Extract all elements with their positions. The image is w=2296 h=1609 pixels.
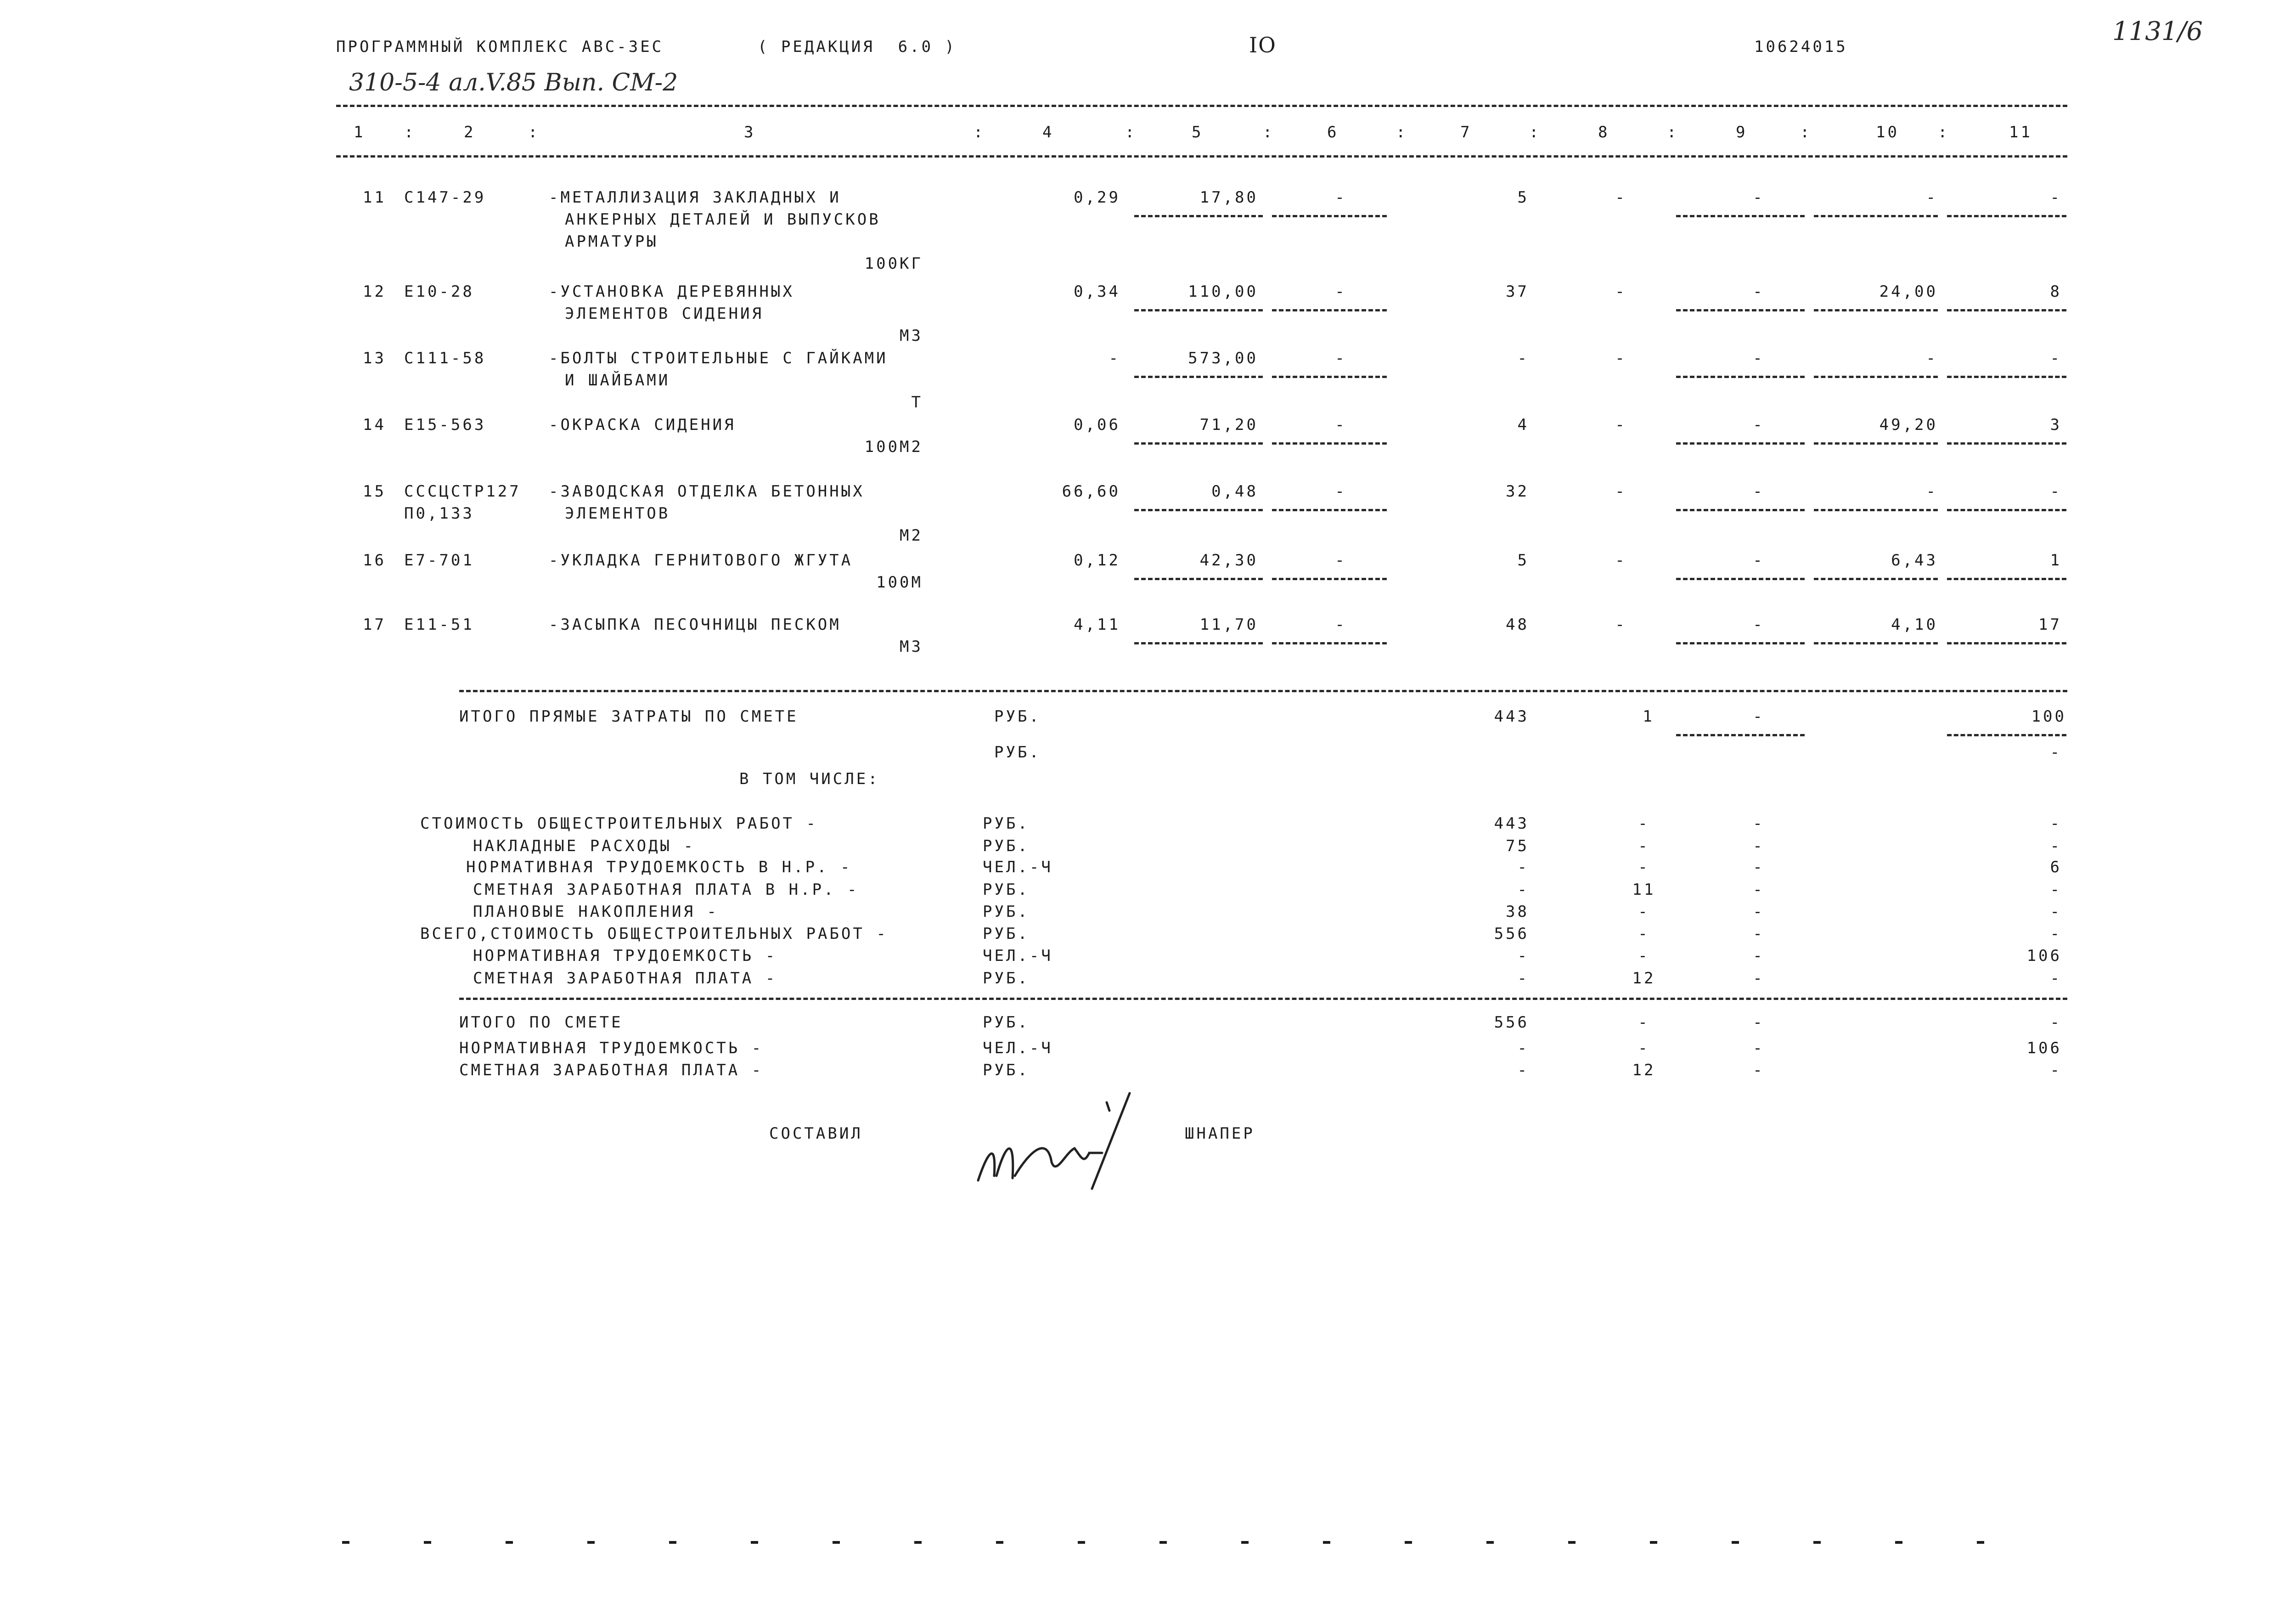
final-line-col8: 12	[1632, 1061, 1656, 1079]
cell-subline	[1676, 734, 1805, 736]
row-col5: 110,00	[1188, 282, 1258, 301]
column-separator: :	[1263, 123, 1275, 141]
final-line-col7: -	[1517, 1061, 1529, 1079]
totals-line-col8: -	[1638, 858, 1650, 876]
totals-line-unit: РУБ.	[983, 837, 1030, 855]
row-col4: 4,11	[1074, 615, 1120, 634]
cell-subline	[1134, 578, 1263, 580]
bottom-dash	[1323, 1541, 1330, 1544]
totals-line-col7: -	[1517, 947, 1529, 965]
final-line-col9: -	[1753, 1013, 1765, 1032]
totals-line-col9: -	[1753, 903, 1765, 921]
column-separator: :	[1800, 123, 1812, 141]
handwritten-sheet-number: 1131/6	[2112, 17, 2203, 46]
column-number: 8	[1598, 123, 1610, 141]
totals-line-unit: РУБ.	[983, 881, 1030, 899]
row-code: Е15-563	[404, 416, 486, 434]
direct-costs-col11b: -	[2050, 743, 2062, 762]
totals-line-unit: ЧЕЛ.-Ч	[983, 947, 1053, 965]
final-line-col11: -	[2050, 1013, 2062, 1032]
totals-line-col8: 12	[1632, 969, 1656, 988]
final-line-label: ИТОГО ПО СМЕТЕ	[459, 1013, 623, 1032]
cell-subline	[1947, 578, 2066, 580]
cell-subline	[1814, 376, 1938, 378]
final-line-label: СМЕТНАЯ ЗАРАБОТНАЯ ПЛАТА -	[459, 1061, 764, 1079]
row-unit: Т	[911, 393, 923, 412]
row-col11: 17	[2038, 615, 2062, 634]
final-line-col9: -	[1753, 1061, 1765, 1079]
row-col10: 4,10	[1891, 615, 1938, 634]
signature	[969, 1084, 1134, 1203]
cell-subline	[1676, 642, 1805, 644]
cell-subline	[1676, 578, 1805, 580]
row-number: 13	[363, 349, 386, 367]
totals-line-col7: 443	[1494, 814, 1529, 833]
final-line-col9: -	[1753, 1039, 1765, 1057]
direct-costs-label: ИТОГО ПРЯМЫЕ ЗАТРАТЫ ПО СМЕТЕ	[459, 707, 799, 726]
bottom-dash	[1650, 1541, 1657, 1544]
column-separator: :	[1125, 123, 1137, 141]
direct-costs-col7: 443	[1494, 707, 1529, 726]
final-line-col7: -	[1517, 1039, 1529, 1057]
row-col6: -	[1335, 551, 1347, 570]
row-col6: -	[1335, 282, 1347, 301]
compiler-name: ШНАПЕР	[1185, 1124, 1255, 1143]
cell-subline	[1814, 578, 1938, 580]
totals-line-unit: РУБ.	[983, 903, 1030, 921]
totals-line-col9: -	[1753, 947, 1765, 965]
totals-line-col11: -	[2050, 969, 2062, 988]
row-description: -ЗАСЫПКА ПЕСОЧНИЦЫ ПЕСКОМ	[549, 615, 841, 634]
cell-subline	[1272, 442, 1387, 445]
bottom-dash	[1977, 1541, 1984, 1544]
row-unit: М3	[900, 327, 923, 345]
column-number: 2	[464, 123, 476, 141]
direct-costs-unit: РУБ.	[994, 707, 1041, 726]
totals-line-label: НОРМАТИВНАЯ ТРУДОЕМКОСТЬ -	[473, 947, 777, 965]
totals-line-col11: -	[2050, 837, 2062, 855]
column-number: 5	[1192, 123, 1204, 141]
totals-line-col9: -	[1753, 837, 1765, 855]
cell-subline	[1134, 376, 1263, 378]
totals-line-col11: -	[2050, 903, 2062, 921]
row-unit: 100М2	[864, 438, 923, 456]
cell-subline	[1676, 442, 1805, 445]
row-col4: -	[1109, 349, 1120, 367]
totals-line-col7: 556	[1494, 925, 1529, 943]
cell-subline	[1947, 642, 2066, 644]
page-number: IO	[1249, 33, 1277, 57]
row-col10: 6,43	[1891, 551, 1938, 570]
totals-line-unit: РУБ.	[983, 969, 1030, 988]
row-col8: -	[1615, 282, 1627, 301]
totals-line-label: ВСЕГО,СТОИМОСТЬ ОБЩЕСТРОИТЕЛЬНЫХ РАБОТ -	[420, 925, 888, 943]
totals-line-unit: РУБ.	[983, 925, 1030, 943]
cell-subline	[1947, 376, 2066, 378]
row-col6: -	[1335, 188, 1347, 207]
totals-line-col11: 6	[2050, 858, 2062, 876]
column-number: 6	[1327, 123, 1339, 141]
cell-subline	[1814, 309, 1938, 311]
row-col4: 0,34	[1074, 282, 1120, 301]
cell-subline	[1676, 509, 1805, 511]
totals-line-col7: -	[1517, 881, 1529, 899]
row-col8: -	[1615, 551, 1627, 570]
totals-line-col11: -	[2050, 925, 2062, 943]
totals-line-col7: 75	[1506, 837, 1529, 855]
row-code: СССЦСТР127	[404, 482, 521, 501]
row-col11: 8	[2050, 282, 2062, 301]
cell-subline	[1272, 509, 1387, 511]
row-number: 14	[363, 416, 386, 434]
totals-line-col11: -	[2050, 881, 2062, 899]
cell-subline	[1676, 215, 1805, 217]
totals-line-col7: -	[1517, 858, 1529, 876]
header-rule-bottom	[336, 155, 2067, 158]
totals-line-col9: -	[1753, 925, 1765, 943]
program-title: ПРОГРАММНЫЙ КОМПЛЕКС АВС-3ЕС	[336, 38, 664, 56]
column-separator: :	[974, 123, 985, 141]
row-code: Е7-701	[404, 551, 474, 570]
totals-line-col7: -	[1517, 969, 1529, 988]
row-number: 17	[363, 615, 386, 634]
totals-line-unit: ЧЕЛ.-Ч	[983, 858, 1053, 876]
totals-line-col9: -	[1753, 969, 1765, 988]
totals-line-col11: 106	[2026, 947, 2062, 965]
row-number: 11	[363, 188, 386, 207]
row-number: 12	[363, 282, 386, 301]
cell-subline	[1676, 376, 1805, 378]
row-description: ЭЛЕМЕНТОВ СИДЕНИЯ	[565, 305, 764, 323]
row-col10: -	[1926, 349, 1938, 367]
bottom-dash	[751, 1541, 758, 1544]
row-col6: -	[1335, 615, 1347, 634]
row-description: АРМАТУРЫ	[565, 232, 658, 251]
row-code: Е10-28	[404, 282, 474, 301]
totals-line-col8: -	[1638, 925, 1650, 943]
row-col10: -	[1926, 188, 1938, 207]
totals-line-col8: 11	[1632, 881, 1656, 899]
column-separator: :	[1938, 123, 1950, 141]
totals-line-col9: -	[1753, 858, 1765, 876]
row-col8: -	[1615, 416, 1627, 434]
direct-costs-col9: -	[1753, 707, 1765, 726]
row-number: 16	[363, 551, 386, 570]
column-separator: :	[1529, 123, 1541, 141]
cell-subline	[1947, 215, 2066, 217]
totals-line-label: НОРМАТИВНАЯ ТРУДОЕМКОСТЬ В Н.Р. -	[466, 858, 852, 876]
row-description: -ОКРАСКА СИДЕНИЯ	[549, 416, 736, 434]
bottom-dash	[506, 1541, 513, 1544]
bottom-dash	[424, 1541, 431, 1544]
row-number: 15	[363, 482, 386, 501]
final-line-unit: ЧЕЛ.-Ч	[983, 1039, 1053, 1057]
row-col7: -	[1517, 349, 1529, 367]
bottom-dash	[1813, 1541, 1821, 1544]
bottom-dash	[1732, 1541, 1739, 1544]
header-rule-top	[336, 105, 2067, 107]
totals-line-label: НАКЛАДНЫЕ РАСХОДЫ -	[473, 837, 695, 855]
row-col5: 71,20	[1199, 416, 1258, 434]
direct-costs-col8: 1	[1643, 707, 1654, 726]
totals-line-col8: -	[1638, 947, 1650, 965]
final-line-col8: -	[1638, 1039, 1650, 1057]
final-rule	[459, 998, 2067, 1000]
cell-subline	[1134, 309, 1263, 311]
row-col10: 49,20	[1879, 416, 1938, 434]
including-heading: В ТОМ ЧИСЛЕ:	[739, 770, 880, 788]
cell-subline	[1134, 215, 1263, 217]
row-col5: 17,80	[1199, 188, 1258, 207]
cell-subline	[1134, 642, 1263, 644]
bottom-dash	[1486, 1541, 1494, 1544]
row-col11: -	[2050, 188, 2062, 207]
column-separator: :	[404, 123, 416, 141]
cell-subline	[1947, 442, 2066, 445]
cell-subline	[1814, 215, 1938, 217]
bottom-dash	[1159, 1541, 1167, 1544]
row-col8: -	[1615, 188, 1627, 207]
row-unit: 100КГ	[864, 254, 923, 273]
row-col4: 0,06	[1074, 416, 1120, 434]
row-code-extra: П0,133	[404, 504, 474, 523]
row-unit: М2	[900, 526, 923, 545]
row-code: С111-58	[404, 349, 486, 367]
edition-label: ( РЕДАКЦИЯ 6.0 )	[758, 38, 957, 56]
row-description: -БОЛТЫ СТРОИТЕЛЬНЫЕ С ГАЙКАМИ	[549, 349, 888, 367]
totals-line-label: ПЛАНОВЫЕ НАКОПЛЕНИЯ -	[473, 903, 719, 921]
cell-subline	[1272, 376, 1387, 378]
column-number: 7	[1460, 123, 1472, 141]
cell-subline	[1272, 578, 1387, 580]
row-description: И ШАЙБАМИ	[565, 371, 670, 390]
row-col4: 0,29	[1074, 188, 1120, 207]
row-col11: -	[2050, 482, 2062, 501]
totals-line-col11: -	[2050, 814, 2062, 833]
bottom-dash	[1895, 1541, 1902, 1544]
row-col10: 24,00	[1879, 282, 1938, 301]
totals-line-col9: -	[1753, 881, 1765, 899]
row-col8: -	[1615, 615, 1627, 634]
compiled-by-label: СОСТАВИЛ	[769, 1124, 863, 1143]
row-unit: М3	[900, 638, 923, 656]
final-line-label: НОРМАТИВНАЯ ТРУДОЕМКОСТЬ -	[459, 1039, 764, 1057]
row-col5: 11,70	[1199, 615, 1258, 634]
column-number: 1	[354, 123, 366, 141]
column-separator: :	[1667, 123, 1679, 141]
row-col9: -	[1753, 482, 1765, 501]
totals-line-col9: -	[1753, 814, 1765, 833]
column-number: 4	[1042, 123, 1054, 141]
row-col7: 5	[1517, 188, 1529, 207]
row-col11: 1	[2050, 551, 2062, 570]
bottom-dash	[587, 1541, 595, 1544]
row-col10: -	[1926, 482, 1938, 501]
totals-line-unit: РУБ.	[983, 814, 1030, 833]
cell-subline	[1134, 509, 1263, 511]
cell-subline	[1134, 442, 1263, 445]
row-col6: -	[1335, 416, 1347, 434]
row-col9: -	[1753, 282, 1765, 301]
bottom-dash	[1241, 1541, 1249, 1544]
cell-subline	[1272, 215, 1387, 217]
column-separator: :	[528, 123, 540, 141]
totals-rule	[459, 690, 2067, 692]
final-line-col8: -	[1638, 1013, 1650, 1032]
row-description: АНКЕРНЫХ ДЕТАЛЕЙ И ВЫПУСКОВ	[565, 210, 881, 229]
row-col11: 3	[2050, 416, 2062, 434]
row-col8: -	[1615, 482, 1627, 501]
cell-subline	[1272, 642, 1387, 644]
totals-line-col8: -	[1638, 837, 1650, 855]
cell-subline	[1814, 442, 1938, 445]
cell-subline	[1947, 309, 2066, 311]
column-number: 10	[1876, 123, 1899, 141]
cell-subline	[1947, 509, 2066, 511]
row-description: -УСТАНОВКА ДЕРЕВЯННЫХ	[549, 282, 794, 301]
row-col8: -	[1615, 349, 1627, 367]
direct-costs-unit-2: РУБ.	[994, 743, 1041, 762]
row-col9: -	[1753, 188, 1765, 207]
row-col5: 42,30	[1199, 551, 1258, 570]
row-col9: -	[1753, 349, 1765, 367]
totals-line-col7: 38	[1506, 903, 1529, 921]
final-line-unit: РУБ.	[983, 1013, 1030, 1032]
direct-costs-col11: 100	[2031, 707, 2066, 726]
bottom-dash	[1405, 1541, 1412, 1544]
cell-subline	[1947, 734, 2066, 736]
column-number: 11	[2009, 123, 2032, 141]
row-col4: 66,60	[1062, 482, 1120, 501]
row-unit: 100М	[876, 573, 923, 592]
row-col7: 37	[1506, 282, 1529, 301]
row-description: ЭЛЕМЕНТОВ	[565, 504, 670, 523]
row-col6: -	[1335, 349, 1347, 367]
final-line-col11: 106	[2026, 1039, 2062, 1057]
row-col6: -	[1335, 482, 1347, 501]
bottom-dash	[914, 1541, 922, 1544]
row-col9: -	[1753, 551, 1765, 570]
row-col4: 0,12	[1074, 551, 1120, 570]
totals-line-col8: -	[1638, 814, 1650, 833]
column-separator: :	[1396, 123, 1408, 141]
row-code: С147-29	[404, 188, 486, 207]
bottom-dash	[342, 1541, 349, 1544]
column-number: 3	[744, 123, 756, 141]
totals-line-label: СТОИМОСТЬ ОБЩЕСТРОИТЕЛЬНЫX РАБОТ -	[420, 814, 818, 833]
bottom-dash	[669, 1541, 676, 1544]
row-col9: -	[1753, 416, 1765, 434]
document-code: 10624015	[1754, 38, 1848, 56]
final-line-col7: 556	[1494, 1013, 1529, 1032]
totals-line-label: СМЕТНАЯ ЗАРАБОТНАЯ ПЛАТА В Н.Р. -	[473, 881, 859, 899]
handwritten-reference: 310-5-4 ал.V.85 Вып. СМ-2	[349, 69, 678, 96]
cell-subline	[1814, 509, 1938, 511]
bottom-dash	[1568, 1541, 1576, 1544]
totals-line-label: СМЕТНАЯ ЗАРАБОТНАЯ ПЛАТА -	[473, 969, 777, 988]
row-col5: 0,48	[1211, 482, 1258, 501]
row-col7: 5	[1517, 551, 1529, 570]
row-col5: 573,00	[1188, 349, 1258, 367]
row-description: -МЕТАЛЛИЗАЦИЯ ЗАКЛАДНЫХ И	[549, 188, 841, 207]
row-code: Е11-51	[404, 615, 474, 634]
cell-subline	[1814, 642, 1938, 644]
bottom-dash	[996, 1541, 1003, 1544]
row-col9: -	[1753, 615, 1765, 634]
row-col7: 32	[1506, 482, 1529, 501]
totals-line-col8: -	[1638, 903, 1650, 921]
row-col7: 4	[1517, 416, 1529, 434]
row-description: -УКЛАДКА ГЕРНИТОВОГО ЖГУТА	[549, 551, 853, 570]
bottom-dash	[833, 1541, 840, 1544]
bottom-dash	[1078, 1541, 1085, 1544]
cell-subline	[1272, 309, 1387, 311]
row-col11: -	[2050, 349, 2062, 367]
final-line-unit: РУБ.	[983, 1061, 1030, 1079]
final-line-col11: -	[2050, 1061, 2062, 1079]
cell-subline	[1676, 309, 1805, 311]
column-number: 9	[1736, 123, 1748, 141]
row-description: -ЗАВОДСКАЯ ОТДЕЛКА БЕТОННЫХ	[549, 482, 865, 501]
row-col7: 48	[1506, 615, 1529, 634]
